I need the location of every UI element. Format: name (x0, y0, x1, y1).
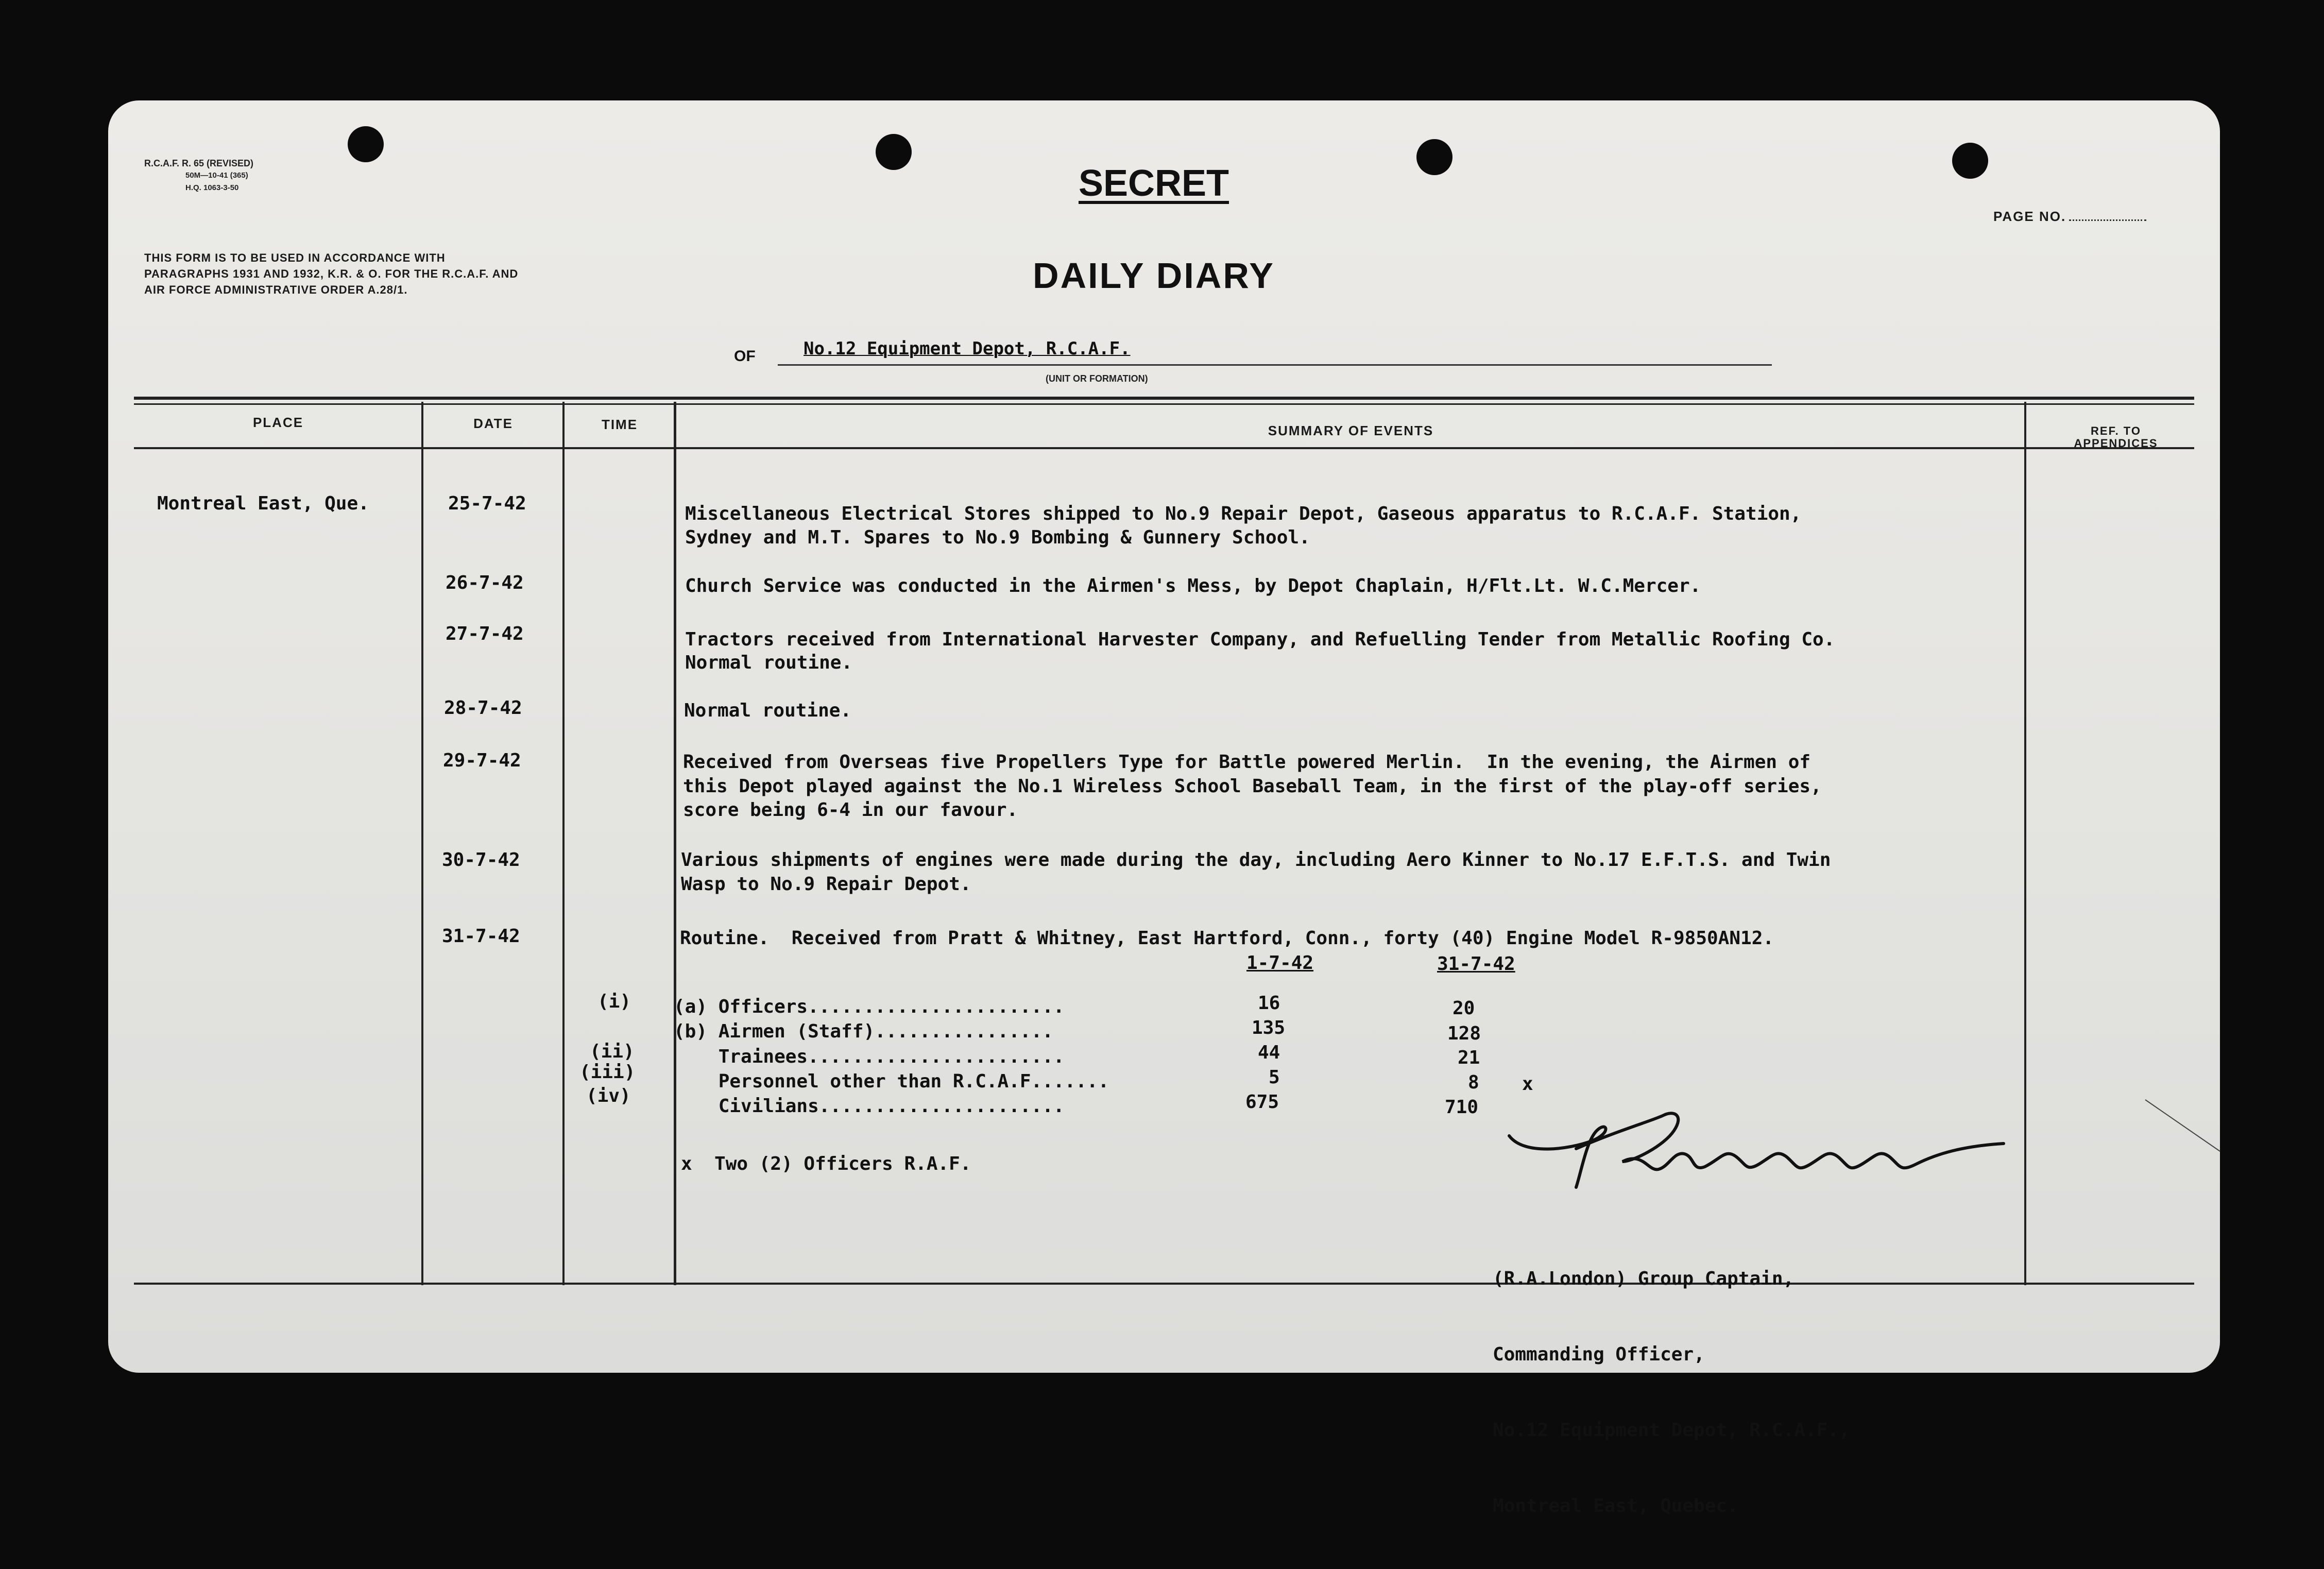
page-number-label: PAGE NO. (1993, 209, 2066, 224)
entry-text-line: this Depot played against the No.1 Wireless School Baseball Team, in the first of the play-off series, (683, 776, 1822, 797)
strength-row-number: (iii) (579, 1062, 636, 1083)
header-time: TIME (601, 417, 638, 432)
form-id-line: 50M—10-41 (365) (185, 171, 248, 180)
punch-hole (1416, 139, 1452, 175)
entry-text-line: Wasp to No.9 Repair Depot. (681, 874, 971, 895)
strength-value-end: 20 (1452, 998, 1475, 1019)
column-divider (562, 402, 565, 1285)
entry-text-line: Routine. Received from Pratt & Whitney, East Hartford, Conn., forty (40) Engine Model R-9850AN12. (680, 928, 1774, 949)
strength-footnote: x Two (2) Officers R.A.F. (681, 1153, 971, 1174)
pencil-scratch (2143, 1095, 2225, 1156)
form-identifier (144, 157, 253, 194)
page-number-blank (2069, 219, 2146, 221)
strength-row-label: Trainees....................... (674, 1046, 1065, 1067)
header-bottom-rule (134, 447, 2194, 449)
footnote-marker: x (1522, 1073, 1533, 1095)
strength-value-start: 135 (1252, 1017, 1286, 1038)
strength-row-number: (ii) (590, 1041, 635, 1062)
strength-row-number: (iv) (586, 1085, 631, 1106)
entry-text-line: Sydney and M.T. Spares to No.9 Bombing & Gunnery School. (685, 527, 1310, 548)
entry-date: 29-7-42 (443, 750, 521, 771)
form-id-line: R.C.A.F. R. 65 (REVISED) (144, 158, 254, 168)
table-top-rule (134, 397, 2194, 400)
header-appendices (2028, 425, 2203, 450)
punch-hole (1952, 143, 1988, 179)
classification-stamp: SECRET (1078, 163, 1229, 204)
strength-value-end: 21 (1458, 1047, 1480, 1068)
entry-text-line: Various shipments of engines were made during the day, including Aero Kinner to No.17 E.F.T.S. and Twin (681, 849, 1831, 871)
header-appendices-line: REF. TO (2091, 424, 2141, 437)
page-number-field (1993, 209, 2146, 225)
signature-line: No.12 Equipment Depot, R.C.A.F., (1493, 1420, 1850, 1441)
strength-value-end: 8 (1468, 1072, 1479, 1093)
signature-block (1493, 1216, 1850, 1569)
entry-text-line: score being 6-4 in our favour. (683, 799, 1018, 821)
form-usage-note: THIS FORM IS TO BE USED IN ACCORDANCE WITH PARAGRAPHS 1931 AND 1932, K.R. & O. FOR THE R.C.A.F. AND AIR FORCE ADMINISTRATIVE ORDER A.28/1. (144, 251, 519, 296)
header-place: PLACE (252, 415, 304, 430)
entry-text-line: Tractors received from International Harvester Company, and Refuelling Tender from Metallic Roofing Co. (685, 629, 1835, 650)
entry-date: 26-7-42 (446, 572, 524, 593)
form-id-line: H.Q. 1063-3-50 (185, 183, 239, 192)
strength-row-label: (a) Officers....................... (674, 996, 1065, 1017)
strength-row-label: Civilians...................... (674, 1096, 1065, 1117)
signature-line: (R.A.London) Group Captain, (1493, 1268, 1795, 1289)
table-top-rule (134, 403, 2194, 405)
entry-text-line: Church Service was conducted in the Airmen's Mess, by Depot Chaplain, H/Flt.Lt. W.C.Mercer. (685, 575, 1701, 596)
of-label: OF (734, 348, 756, 365)
entry-date: 25-7-42 (448, 493, 526, 514)
entry-text-line: Normal routine. (685, 652, 853, 673)
unit-name: No.12 Equipment Depot, R.C.A.F. (804, 338, 1131, 359)
header-appendices-line: APPENDICES (2074, 437, 2158, 450)
entry-date: 27-7-42 (446, 623, 524, 644)
entry-date: 30-7-42 (442, 849, 520, 871)
column-divider (674, 402, 676, 1285)
entry-text-line: Miscellaneous Electrical Stores shipped to No.9 Repair Depot, Gaseous apparatus to R.C.A.F. Station, (685, 503, 1802, 524)
strength-col2-header: 31-7-42 (1437, 953, 1515, 975)
strength-value-start: 16 (1258, 993, 1280, 1014)
diary-form-card (108, 100, 2220, 1516)
entry-text-line: Received from Overseas five Propellers Type for Battle powered Merlin. In the evening, the Airmen of (683, 752, 1811, 773)
handwritten-signature (1489, 1100, 2055, 1203)
strength-value-start: 5 (1269, 1067, 1280, 1088)
entry-date: 31-7-42 (442, 926, 520, 947)
strength-value-start: 44 (1258, 1042, 1280, 1063)
header-summary: SUMMARY OF EVENTS (1268, 423, 1434, 438)
unit-caption: (UNIT OR FORMATION) (1046, 373, 1148, 384)
strength-row-label: (b) Airmen (Staff)................ (674, 1021, 1053, 1042)
signature-line: Commanding Officer, (1493, 1344, 1705, 1365)
entry-text-line: Normal routine. (684, 700, 852, 721)
column-divider (421, 402, 423, 1285)
punch-hole (876, 134, 912, 170)
entry-date: 28-7-42 (444, 697, 522, 719)
table-bottom-rule (134, 1283, 2194, 1285)
strength-value-start: 675 (1245, 1092, 1279, 1113)
strength-value-end: 710 (1445, 1097, 1479, 1118)
place-value: Montreal East, Que. (157, 493, 369, 514)
strength-row-label: Personnel other than R.C.A.F....... (674, 1071, 1109, 1092)
signature-line: Montreal East, Quebec. (1493, 1495, 1738, 1516)
header-date: DATE (473, 416, 513, 431)
strength-row-number: (i) (597, 991, 631, 1012)
strength-value-end: 128 (1447, 1023, 1481, 1044)
strength-col1-header: 1-7-42 (1246, 952, 1314, 974)
page-title: DAILY DIARY (1033, 255, 1275, 296)
punch-hole (348, 126, 384, 162)
